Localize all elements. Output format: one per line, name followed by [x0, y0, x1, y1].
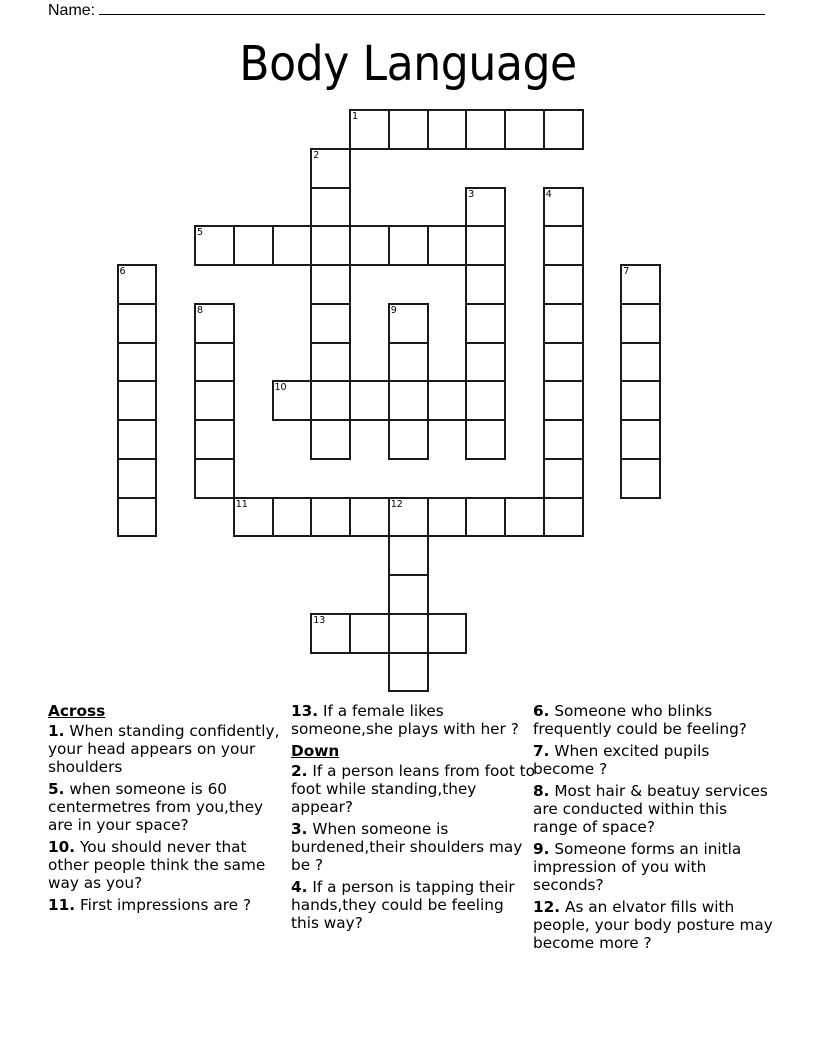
- crossword-cell[interactable]: [543, 458, 584, 499]
- crossword-cell[interactable]: [310, 264, 351, 305]
- crossword-cell[interactable]: [465, 187, 506, 228]
- down-heading: Down: [291, 742, 340, 760]
- crossword-cell[interactable]: [117, 264, 158, 305]
- clue-number: 6.: [533, 702, 550, 720]
- crossword-cell[interactable]: [272, 225, 313, 266]
- crossword-cell[interactable]: [194, 419, 235, 460]
- clue-number: 5.: [48, 780, 65, 798]
- crossword-cell[interactable]: [465, 497, 506, 538]
- crossword-cell[interactable]: [310, 613, 351, 654]
- crossword-cell[interactable]: [117, 342, 158, 383]
- crossword-cell[interactable]: [349, 613, 390, 654]
- crossword-cell[interactable]: [543, 109, 584, 150]
- cell-number: 5: [197, 227, 204, 239]
- crossword-cell[interactable]: [427, 109, 468, 150]
- crossword-cell[interactable]: [233, 497, 274, 538]
- cell-number: 12: [390, 498, 403, 510]
- clue-text: You should never that other people think the same way as you?: [48, 838, 266, 892]
- clue-across-1: [48, 722, 288, 776]
- clue-across-11: [48, 896, 288, 914]
- crossword-cell[interactable]: [465, 342, 506, 383]
- clue-down-8: [533, 782, 773, 836]
- clue-number: 7.: [533, 742, 550, 760]
- clue-text: Someone who blinks frequently could be feeling?: [533, 702, 747, 738]
- crossword-cell[interactable]: [388, 380, 429, 421]
- crossword-cell[interactable]: [388, 574, 429, 615]
- crossword-cell[interactable]: [310, 225, 351, 266]
- crossword-cell[interactable]: [194, 342, 235, 383]
- clue-text: If a person leans from foot to foot while standing,they appear?: [291, 762, 535, 816]
- crossword-cell[interactable]: [620, 419, 661, 460]
- crossword-cell[interactable]: [310, 303, 351, 344]
- cell-number: 11: [235, 498, 248, 510]
- crossword-cell[interactable]: [117, 497, 158, 538]
- crossword-cell[interactable]: [620, 303, 661, 344]
- cell-number: 2: [313, 149, 320, 161]
- crossword-cell[interactable]: [543, 419, 584, 460]
- crossword-cell[interactable]: [349, 225, 390, 266]
- crossword-cell[interactable]: [388, 225, 429, 266]
- clue-down-2: [291, 762, 536, 816]
- cell-number: 4: [545, 188, 552, 200]
- crossword-cell[interactable]: [310, 148, 351, 189]
- crossword-cell[interactable]: [310, 497, 351, 538]
- crossword-cell[interactable]: [310, 419, 351, 460]
- crossword-cell[interactable]: [543, 264, 584, 305]
- clue-down-6: [533, 702, 773, 738]
- clue-down-12: [533, 898, 773, 952]
- crossword-cell[interactable]: [504, 109, 545, 150]
- crossword-cell[interactable]: [543, 225, 584, 266]
- clue-down-9: [533, 840, 773, 894]
- cell-number: 10: [274, 382, 287, 394]
- crossword-cell[interactable]: [272, 380, 313, 421]
- crossword-cell[interactable]: [388, 613, 429, 654]
- clue-number: 10.: [48, 838, 76, 856]
- crossword-cell[interactable]: [310, 380, 351, 421]
- clue-number: 13.: [291, 702, 319, 720]
- clue-text: When someone is burdened,their shoulders may be ?: [291, 820, 523, 874]
- across-heading: Across: [48, 702, 106, 720]
- cell-number: 13: [313, 614, 326, 626]
- clue-text: If a person is tapping their hands,they could be feeling this way?: [291, 878, 515, 932]
- crossword-cell[interactable]: [427, 497, 468, 538]
- crossword-cell[interactable]: [117, 380, 158, 421]
- crossword-cell[interactable]: [310, 342, 351, 383]
- crossword-cell[interactable]: [388, 342, 429, 383]
- clue-text: If a female likes someone,she plays with her ?: [291, 702, 519, 738]
- crossword-cell[interactable]: [388, 652, 429, 693]
- clue-text: When excited pupils become ?: [533, 742, 710, 778]
- crossword-cell[interactable]: [310, 187, 351, 228]
- clue-down-7: [533, 742, 773, 778]
- crossword-cell[interactable]: [465, 419, 506, 460]
- clue-number: 3.: [291, 820, 308, 838]
- clue-text: First impressions are ?: [79, 896, 252, 914]
- crossword-cell[interactable]: [194, 303, 235, 344]
- clue-number: 2.: [291, 762, 308, 780]
- clue-number: 8.: [533, 782, 550, 800]
- cell-number: 7: [623, 266, 630, 277]
- crossword-cell[interactable]: [194, 458, 235, 499]
- crossword-cell[interactable]: [543, 187, 584, 228]
- clue-column-1: [48, 702, 288, 918]
- cell-number: 9: [390, 304, 397, 316]
- crossword-cell[interactable]: [427, 380, 468, 421]
- clue-column-2: [291, 702, 536, 936]
- clue-text: When standing confidently, your head appears on your shoulders: [48, 722, 280, 776]
- crossword-cell[interactable]: [349, 109, 390, 150]
- clue-number: 4.: [291, 878, 308, 896]
- name-label: Name:: [48, 2, 96, 19]
- crossword-cell[interactable]: [543, 380, 584, 421]
- crossword-cell[interactable]: [427, 613, 468, 654]
- cell-number: 8: [197, 304, 204, 316]
- crossword-cell[interactable]: [233, 225, 274, 266]
- crossword-cell[interactable]: [543, 342, 584, 383]
- clue-text: As an elvator fills with people, your body posture may become more ?: [533, 898, 773, 952]
- crossword-cell[interactable]: [194, 225, 235, 266]
- clue-text: Most hair & beatuy services are conducted within this range of space?: [533, 782, 768, 836]
- clue-down-3: [291, 820, 536, 874]
- crossword-cell[interactable]: [620, 380, 661, 421]
- clue-across-5: [48, 780, 288, 834]
- crossword-cell[interactable]: [427, 225, 468, 266]
- clue-text: Someone forms an initla impression of you with seconds?: [533, 840, 742, 894]
- page-title: Body Language: [239, 36, 577, 92]
- crossword-cell[interactable]: [117, 458, 158, 499]
- crossword-cell[interactable]: [349, 497, 390, 538]
- crossword-cell[interactable]: [194, 380, 235, 421]
- crossword-cell[interactable]: [620, 342, 661, 383]
- crossword-cell[interactable]: [620, 264, 661, 305]
- clue-across-10: [48, 838, 288, 892]
- clue-number: 12.: [533, 898, 561, 916]
- crossword-cell[interactable]: [388, 109, 429, 150]
- crossword-cell[interactable]: [117, 303, 158, 344]
- crossword-cell[interactable]: [504, 497, 545, 538]
- clue-text: when someone is 60 centermetres from you,they are in your space?: [48, 780, 264, 834]
- crossword-cell[interactable]: [117, 419, 158, 460]
- crossword-cell[interactable]: [620, 458, 661, 499]
- clue-across-13: [291, 702, 536, 738]
- cell-number: 3: [468, 188, 475, 200]
- clue-number: 1.: [48, 722, 65, 740]
- crossword-cell[interactable]: [388, 535, 429, 576]
- crossword-cell[interactable]: [465, 303, 506, 344]
- crossword-cell[interactable]: [388, 419, 429, 460]
- crossword-cell[interactable]: [349, 380, 390, 421]
- crossword-cell[interactable]: [465, 109, 506, 150]
- cell-number: 6: [119, 266, 126, 277]
- crossword-cell[interactable]: [388, 303, 429, 344]
- crossword-cell[interactable]: [465, 264, 506, 305]
- crossword-cell[interactable]: [272, 497, 313, 538]
- crossword-cell[interactable]: [465, 380, 506, 421]
- crossword-cell[interactable]: [543, 303, 584, 344]
- crossword-cell[interactable]: [388, 497, 429, 538]
- crossword-cell[interactable]: [465, 225, 506, 266]
- crossword-cell[interactable]: [543, 497, 584, 538]
- clue-column-3: [533, 702, 773, 956]
- clue-number: 11.: [48, 896, 76, 914]
- clue-down-4: [291, 878, 536, 932]
- cell-number: 1: [352, 111, 359, 122]
- clue-number: 9.: [533, 840, 550, 858]
